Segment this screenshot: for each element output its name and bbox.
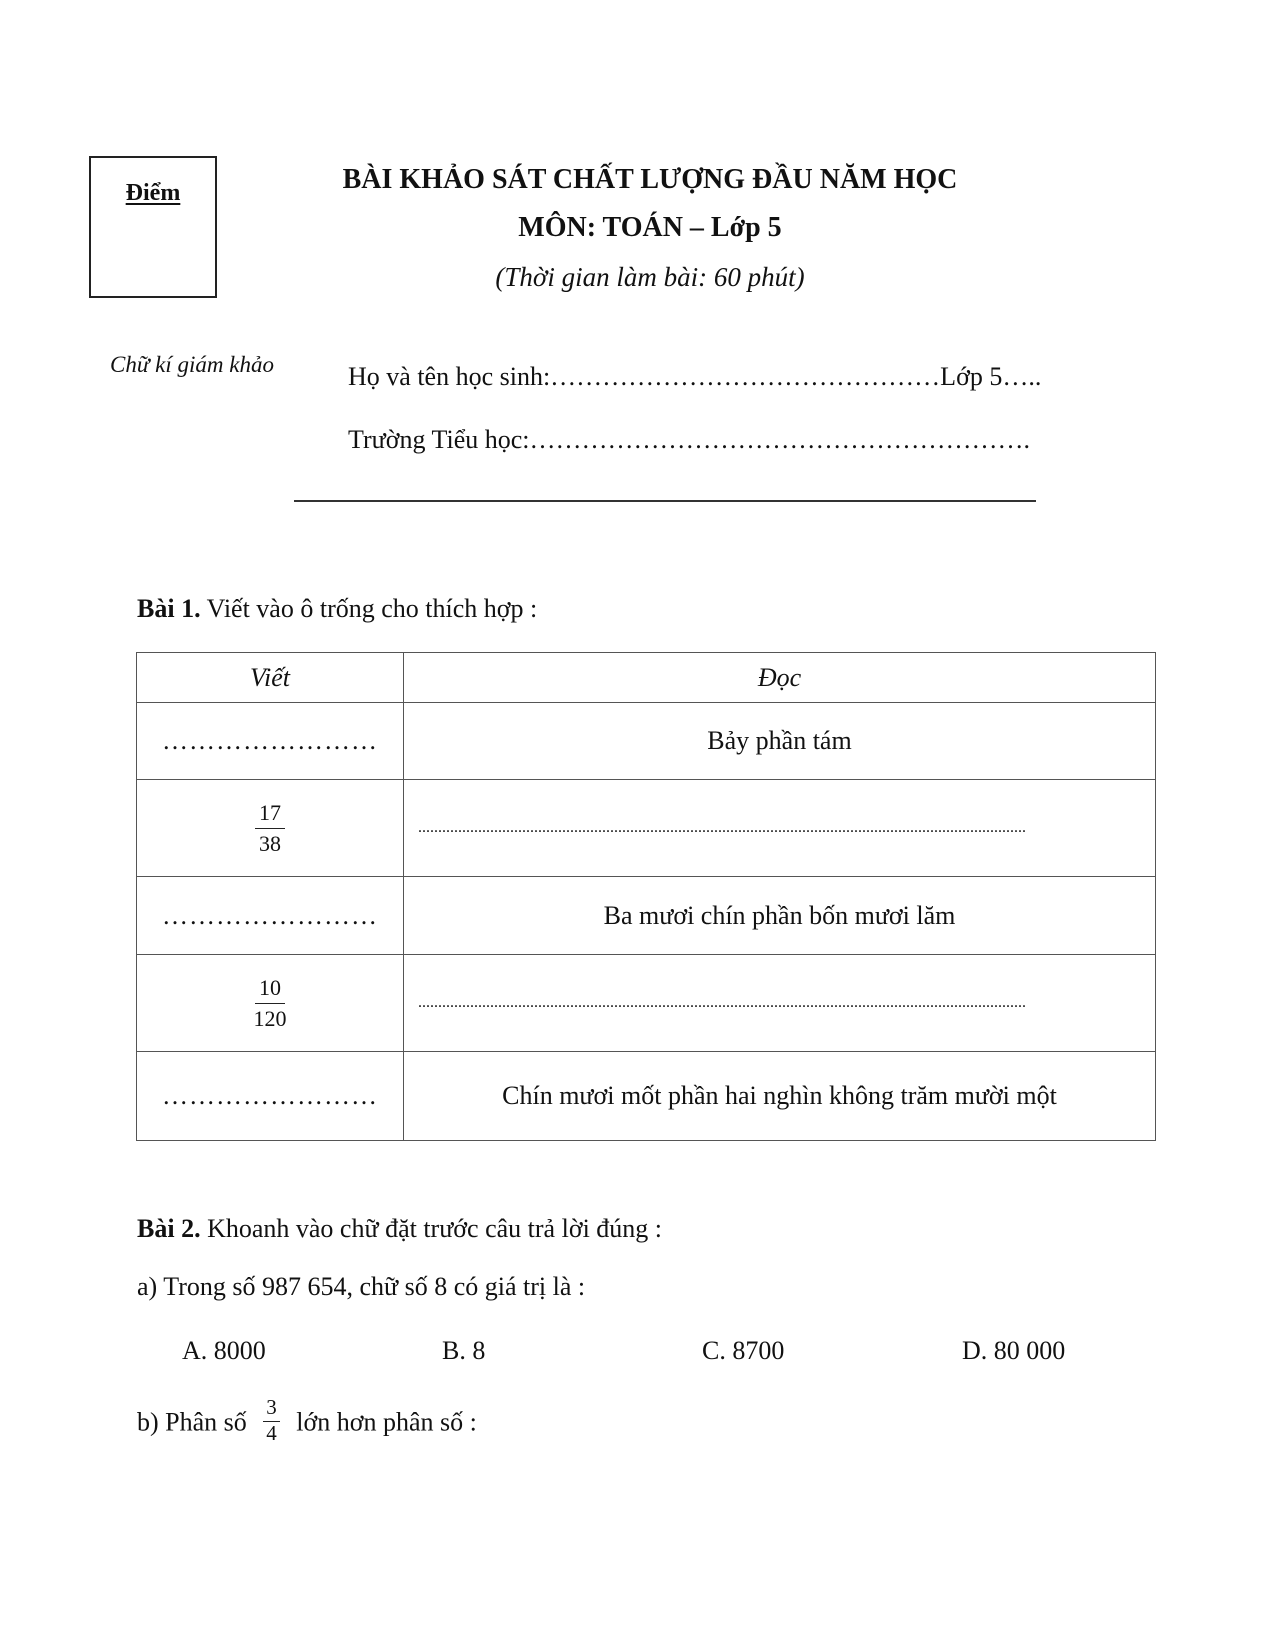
table-row bbox=[137, 1052, 1156, 1141]
read-text: Ba mươi chín phần bốn mươi lăm bbox=[404, 877, 1156, 955]
exercise1-label: Bài 1. bbox=[137, 594, 201, 623]
fraction bbox=[263, 1396, 280, 1445]
write-answer-blank[interactable]: …………………… bbox=[137, 1052, 404, 1141]
exercise1-instruction: Viết vào ô trống cho thích hợp : bbox=[200, 594, 538, 623]
table-header-row bbox=[137, 653, 1156, 703]
fraction-numerator: 10 bbox=[255, 975, 285, 1003]
write-fraction-cell bbox=[137, 955, 404, 1052]
read-text: Chín mươi mốt phần hai nghìn không trăm mười một bbox=[404, 1052, 1156, 1141]
fraction-denominator: 4 bbox=[266, 1421, 277, 1446]
school-field[interactable]: Trường Tiểu học:…………………………………………………. bbox=[348, 425, 1030, 454]
fraction-denominator: 38 bbox=[259, 830, 281, 856]
question-a: a) Trong số 987 654, chữ số 8 có giá trị là : bbox=[137, 1272, 586, 1301]
question-b-suffix: lớn hơn phân số : bbox=[296, 1407, 477, 1437]
examiner-signature-label: Chữ kí giám khảo bbox=[110, 352, 274, 377]
separator-line bbox=[294, 500, 1036, 502]
question-b-prefix: b) Phân số bbox=[137, 1407, 247, 1437]
write-answer-blank[interactable]: …………………… bbox=[137, 877, 404, 955]
column-header-write: Viết bbox=[137, 653, 404, 703]
fraction-denominator: 120 bbox=[253, 1005, 287, 1031]
table-row bbox=[137, 877, 1156, 955]
exam-title: BÀI KHẢO SÁT CHẤT LƯỢNG ĐẦU NĂM HỌC bbox=[342, 164, 958, 195]
score-box bbox=[89, 156, 217, 298]
exercise2-label: Bài 2. bbox=[137, 1214, 201, 1243]
table-row bbox=[137, 780, 1156, 877]
fraction-numerator: 3 bbox=[263, 1396, 280, 1422]
exercise2-instruction: Khoanh vào chữ đặt trước câu trả lời đúng : bbox=[200, 1214, 663, 1243]
exam-duration: (Thời gian làm bài: 60 phút) bbox=[495, 262, 805, 292]
exercise1-heading bbox=[137, 594, 537, 624]
read-answer-blank[interactable]: ........................................................................................................................................................ bbox=[404, 955, 1156, 1052]
student-name-field[interactable]: Họ và tên học sinh:………………………………………Lớp 5….. bbox=[348, 362, 1042, 391]
score-label: Điểm bbox=[125, 180, 181, 206]
table-row bbox=[137, 703, 1156, 780]
option-a[interactable]: A. 8000 bbox=[182, 1336, 266, 1365]
option-c[interactable]: C. 8700 bbox=[702, 1336, 785, 1365]
column-header-read: Đọc bbox=[404, 653, 1156, 703]
question-b bbox=[137, 1395, 477, 1449]
write-answer-blank[interactable]: …………………… bbox=[137, 703, 404, 780]
option-d[interactable]: D. 80 000 bbox=[962, 1336, 1066, 1365]
fraction bbox=[255, 800, 285, 856]
table-row bbox=[137, 955, 1156, 1052]
option-b[interactable]: B. 8 bbox=[442, 1336, 486, 1365]
fraction-numerator: 17 bbox=[255, 800, 285, 828]
read-text: Bảy phần tám bbox=[404, 703, 1156, 780]
read-answer-blank[interactable]: ........................................................................................................................................................ bbox=[404, 780, 1156, 877]
exam-subject: MÔN: TOÁN – Lớp 5 bbox=[518, 212, 782, 243]
exercise1-table bbox=[136, 652, 1156, 1141]
write-fraction-cell bbox=[137, 780, 404, 877]
exercise2-heading bbox=[137, 1214, 662, 1244]
fraction bbox=[254, 975, 287, 1031]
